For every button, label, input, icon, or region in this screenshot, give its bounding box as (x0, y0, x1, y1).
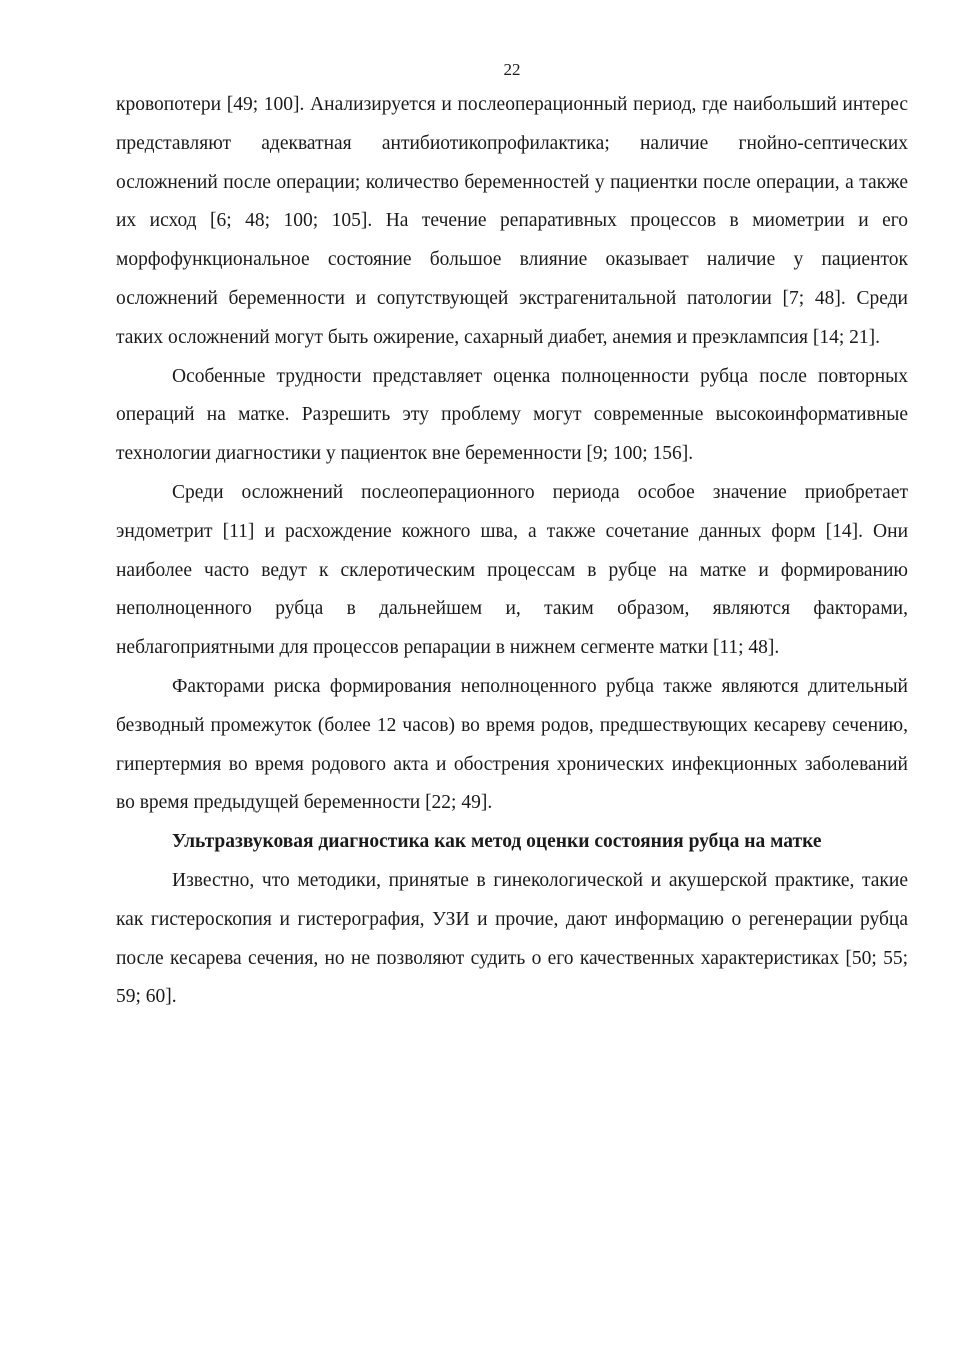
text-body (116, 86, 908, 1017)
paragraph: Известно, что методики, принятые в гинекологической и акушерской практике, такие как гистероскопия и гистерография, УЗИ и прочие, дают информацию о регенерации рубца после кесарева сечения, но не позволяют судить о его качественных характеристиках [50; 55; 59; 60]. (116, 869, 908, 1008)
paragraph-continued: кровопотери [49; 100]. Анализируется и послеоперационный период, где наибольший интерес представляют адекватная антибиотикопрофилактика; наличие гнойно-септических осложнений после операции; количество беременностей у пациентки после операции, а также их исход [6; 48; 100; 105]. На течение репаративных процессов в миометрии и его морфофункциональное состояние большое влияние оказывает наличие у пациенток осложнений беременности и сопутствующей экстрагенитальной патологии [7; 48]. Среди таких осложнений могут быть ожирение, сахарный диабет, анемия и преэклампсия [14; 21]. (116, 94, 908, 348)
paragraph: Среди осложнений послеоперационного периода особое значение приобретает эндометрит [11] и расхождение кожного шва, а также сочетание данных форм [14]. Они наиболее часто ведут к склеротическим процессам в рубце на матке и формированию неполноценного рубца в дальнейшем и, таким образом, являются факторами, неблагоприятными для процессов репарации в нижнем сегменте матки [11; 48]. (116, 481, 908, 659)
page-number: 22 (503, 60, 521, 79)
paragraph: Особенные трудности представляет оценка полноценности рубца после повторных операций на матке. Разрешить эту проблему могут современные высокоинформативные технологии диагностики у пациенток вне беременности [9; 100; 156]. (116, 365, 908, 465)
paragraph: Факторами риска формирования неполноценного рубца также являются длительный безводный промежуток (более 12 часов) во время родов, предшествующих кесареву сечению, гипертермия во время родового акта и обострения хронических инфекционных заболеваний во время предыдущей беременности [22; 49]. (116, 675, 908, 814)
section-heading: Ультразвуковая диагностика как метод оценки состояния рубца на матке (172, 831, 822, 853)
